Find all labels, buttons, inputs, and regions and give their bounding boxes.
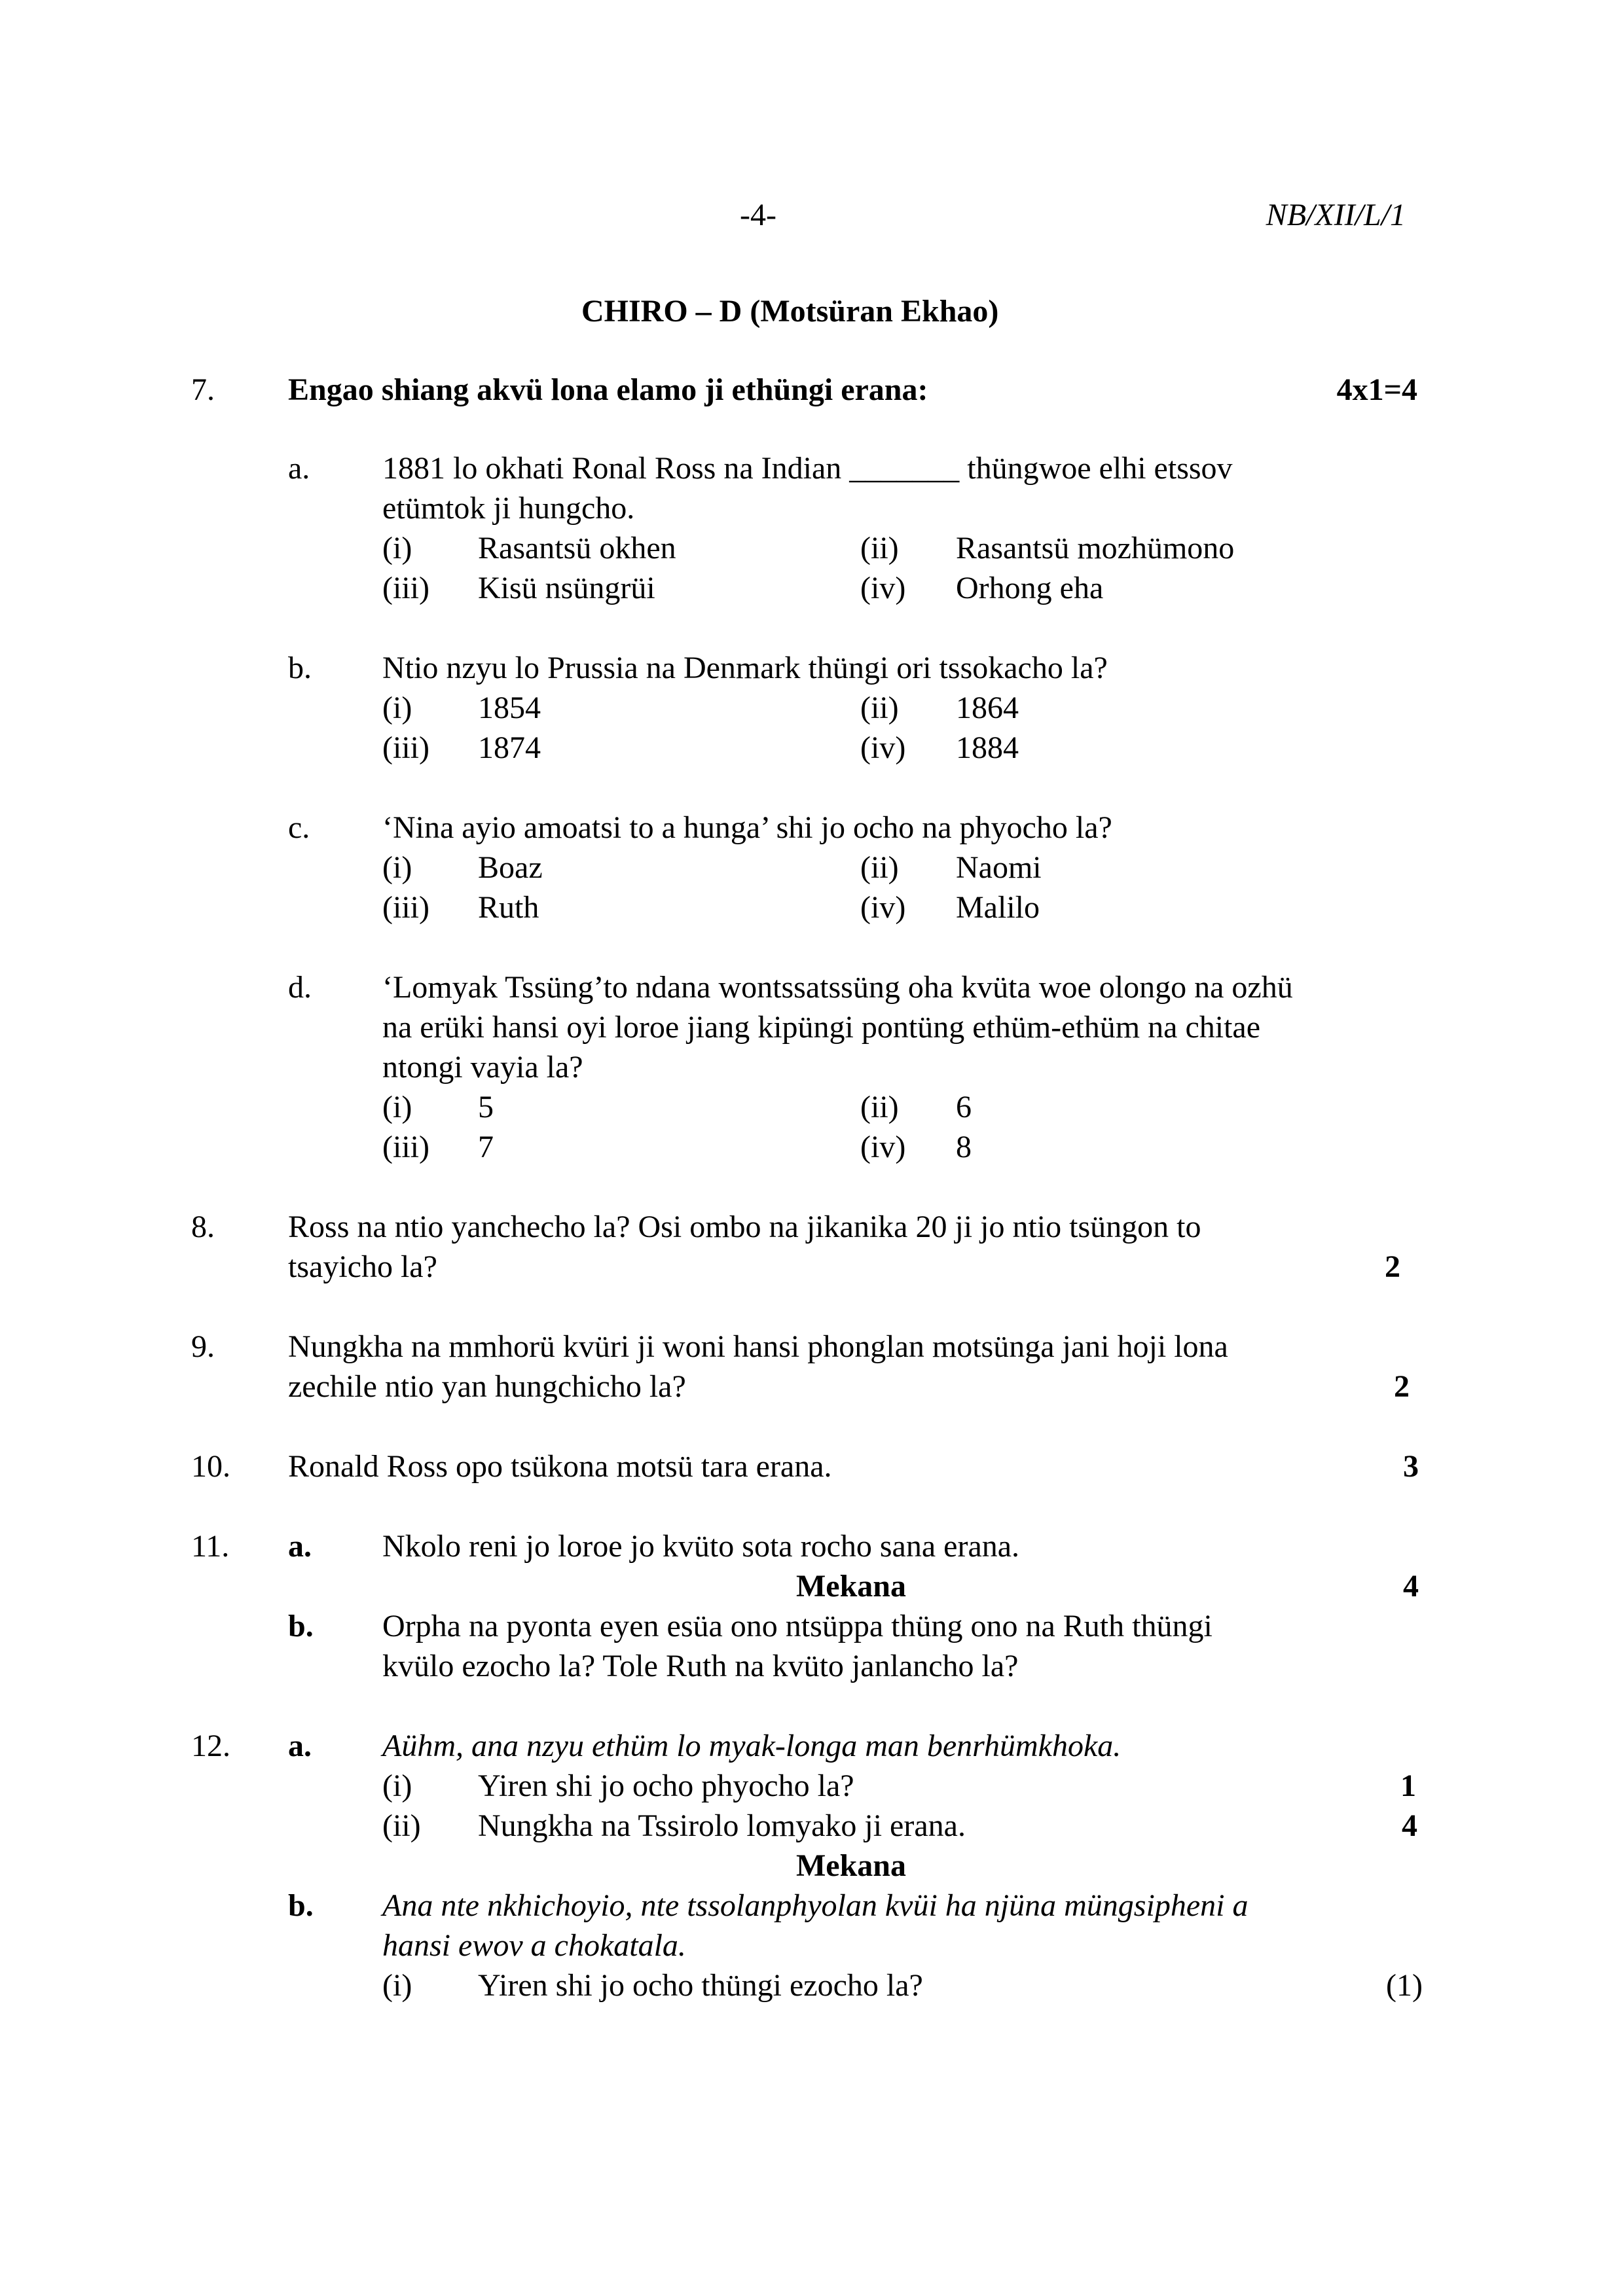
section-title: CHIRO – D (Motsüran Ekhao) (581, 294, 999, 329)
subquestion-letter: a. (288, 1529, 312, 1564)
option-text: Malilo (956, 890, 1040, 925)
item-line: na erüki hansi oyi loroe jiang kipüngi pontüng ethüm-ethüm na chitae (382, 1010, 1261, 1045)
item-letter: b. (288, 651, 312, 685)
option-num: (iv) (860, 730, 906, 765)
option-num: (ii) (860, 691, 899, 725)
sub-num: (i) (382, 1968, 412, 2003)
option-num: (iv) (860, 1130, 906, 1164)
item-line: Ntio nzyu lo Prussia na Denmark thüngi ori tssokacho la? (382, 651, 1108, 685)
item-line: 1881 lo okhati Ronal Ross na Indian _______ thüngwoe elhi etssov (382, 451, 1233, 486)
option-num: (i) (382, 691, 412, 725)
option-text: Kisü nsüngrüi (478, 571, 655, 605)
option-text: 1854 (478, 691, 541, 725)
option-num: (iii) (382, 571, 429, 605)
quote-line: hansi ewov a chokatala. (382, 1928, 686, 1963)
option-text: Boaz (478, 850, 543, 885)
sub-num: (ii) (382, 1808, 421, 1843)
option-num: (i) (382, 531, 412, 565)
subquestion-letter: b. (288, 1609, 314, 1643)
option-text: 6 (956, 1090, 972, 1124)
option-num: (i) (382, 1090, 412, 1124)
question-number: 8. (191, 1210, 215, 1244)
question-number: 10. (191, 1449, 230, 1484)
item-letter: c. (288, 810, 310, 845)
option-text: 1884 (956, 730, 1019, 765)
or-label: Mekana (796, 1569, 906, 1604)
option-text: 1864 (956, 691, 1019, 725)
sub-marks: 1 (1400, 1768, 1416, 1803)
question-text: Engao shiang akvü lona elamo ji ethüngi erana: (288, 372, 928, 407)
option-text: 5 (478, 1090, 494, 1124)
subquestion-letter: a. (288, 1729, 312, 1763)
sub-text: Yiren shi jo ocho thüngi ezocho la? (478, 1968, 923, 2003)
question-marks: 3 (1403, 1449, 1419, 1484)
question-number: 7. (191, 372, 215, 407)
quote-text: Aühm, ana nzyu ethüm lo myak-longa man benrhümkhoka. (382, 1729, 1122, 1763)
option-num: (i) (382, 850, 412, 885)
question-number: 12. (191, 1729, 230, 1763)
sub-marks: 4 (1402, 1808, 1417, 1843)
page-number: -4- (740, 198, 776, 232)
item-line: etümtok ji hungcho. (382, 491, 635, 526)
paper-code: NB/XII/L/1 (1266, 198, 1406, 232)
question-text: Ronald Ross opo tsükona motsü tara erana. (288, 1449, 832, 1484)
question-marks: 4 (1403, 1569, 1419, 1604)
sub-marks: (1) (1386, 1968, 1423, 2003)
item-letter: a. (288, 451, 310, 486)
option-text: Orhong eha (956, 571, 1104, 605)
or-label: Mekana (796, 1848, 906, 1883)
option-num: (ii) (860, 1090, 899, 1124)
option-text: 7 (478, 1130, 494, 1164)
quote-line: Ana nte nkhichoyio, nte tssolanphyolan kvüi ha njüna müngsipheni a (382, 1888, 1249, 1923)
question-line: zechile ntio yan hungchicho la? (288, 1369, 686, 1404)
question-line: Ross na ntio yanchecho la? Osi ombo na jikanika 20 ji jo ntio tsüngon to (288, 1210, 1201, 1244)
option-num: (iii) (382, 730, 429, 765)
question-number: 9. (191, 1329, 215, 1364)
question-marks: 4x1=4 (1336, 372, 1417, 407)
option-num: (iii) (382, 890, 429, 925)
option-text: Ruth (478, 890, 539, 925)
subquestion-line: kvülo ezocho la? Tole Ruth na kvüto janlancho la? (382, 1649, 1019, 1683)
option-num: (iv) (860, 571, 906, 605)
option-text: 1874 (478, 730, 541, 765)
option-num: (ii) (860, 531, 899, 565)
option-text: 8 (956, 1130, 972, 1164)
item-line: ‘Nina ayio amoatsi to a hunga’ shi jo ocho na phyocho la? (382, 810, 1112, 845)
question-number: 11. (191, 1529, 230, 1564)
sub-text: Yiren shi jo ocho phyocho la? (478, 1768, 854, 1803)
question-line: Nungkha na mmhorü kvüri ji woni hansi phonglan motsünga jani hoji lona (288, 1329, 1228, 1364)
option-num: (iii) (382, 1130, 429, 1164)
option-text: Rasantsü mozhümono (956, 531, 1235, 565)
subquestion-letter: b. (288, 1888, 314, 1923)
option-num: (ii) (860, 850, 899, 885)
item-letter: d. (288, 970, 312, 1005)
option-text: Rasantsü okhen (478, 531, 676, 565)
item-line: ‘Lomyak Tssüng’to ndana wontssatssüng oha kvüta woe olongo na ozhü (382, 970, 1293, 1005)
subquestion-line: Orpha na pyonta eyen esüa ono ntsüppa thüng ono na Ruth thüngi (382, 1609, 1213, 1643)
question-marks: 2 (1385, 1249, 1400, 1284)
option-num: (iv) (860, 890, 906, 925)
sub-text: Nungkha na Tssirolo lomyako ji erana. (478, 1808, 966, 1843)
sub-num: (i) (382, 1768, 412, 1803)
question-marks: 2 (1394, 1369, 1410, 1404)
subquestion-text: Nkolo reni jo loroe jo kvüto sota rocho sana erana. (382, 1529, 1020, 1564)
question-line: tsayicho la? (288, 1249, 437, 1284)
option-text: Naomi (956, 850, 1042, 885)
item-line: ntongi vayia la? (382, 1050, 583, 1085)
